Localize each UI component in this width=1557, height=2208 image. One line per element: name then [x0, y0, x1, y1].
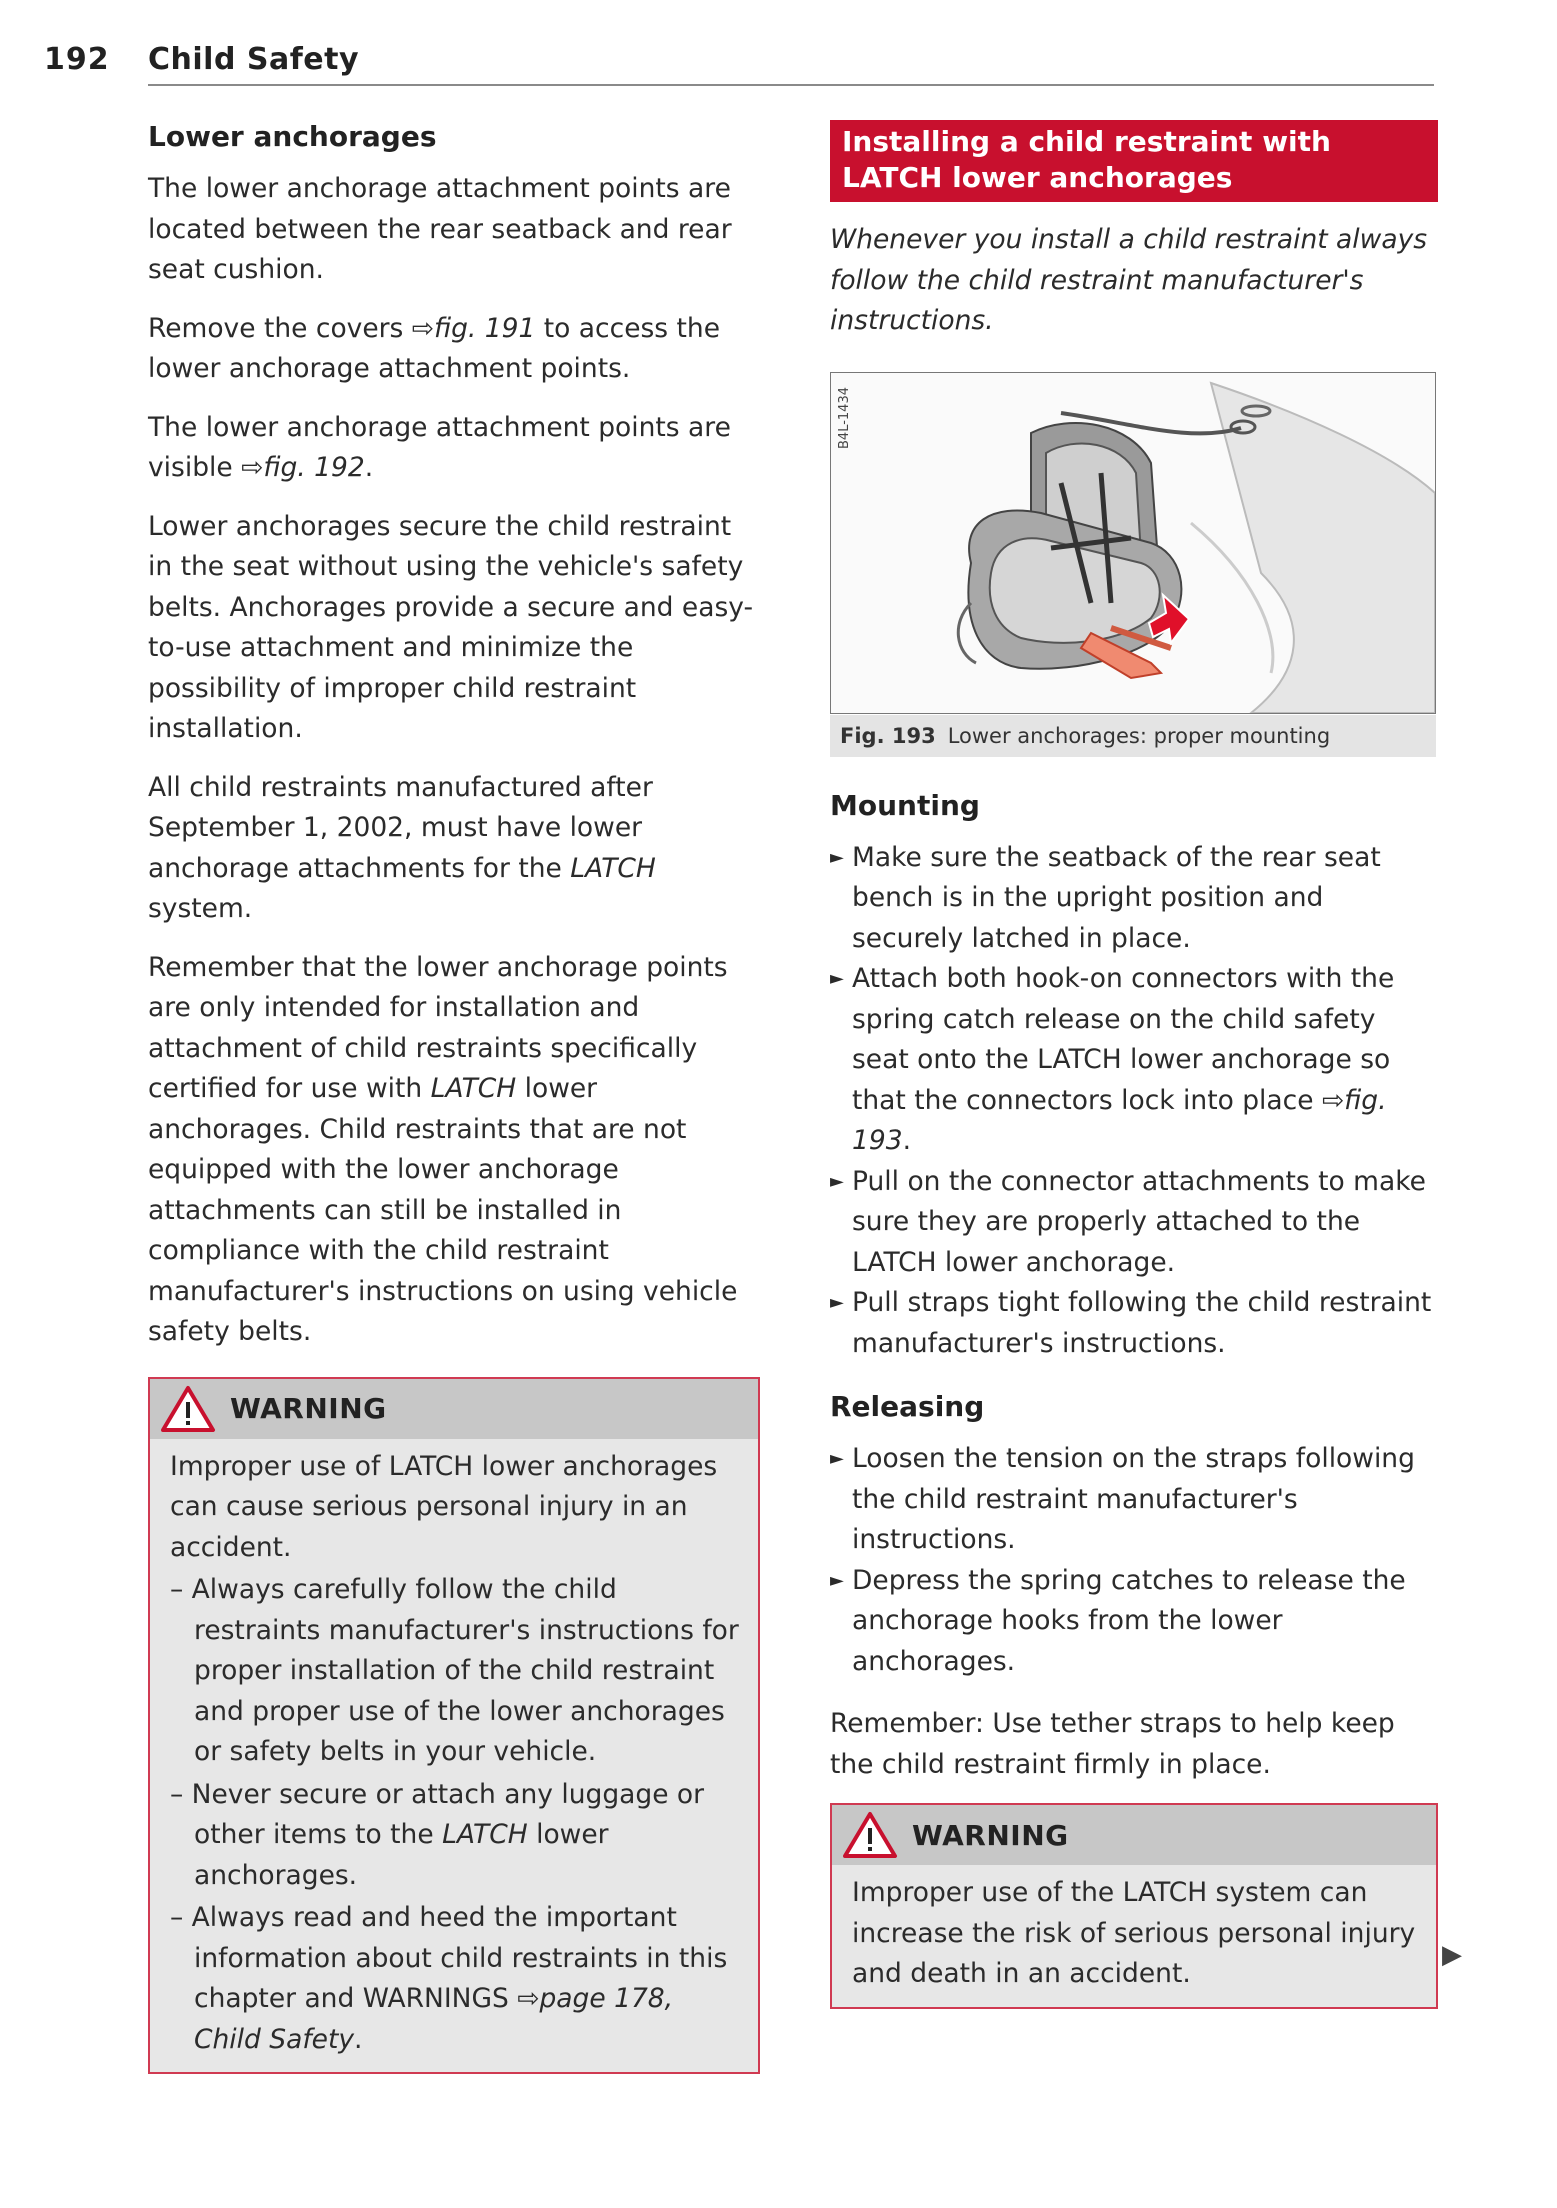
fig-191-link[interactable]: fig. 191	[433, 312, 536, 344]
bullet-arrow-icon: ►	[830, 1292, 844, 1313]
warning-body	[832, 1865, 1436, 2007]
fig-192-link[interactable]: fig. 192	[263, 452, 365, 483]
text: system.	[148, 893, 253, 924]
figure-code	[831, 373, 855, 463]
list-item	[830, 838, 1438, 960]
warning-header	[832, 1805, 1436, 1865]
paragraph	[148, 948, 760, 1353]
warning-item	[170, 1775, 740, 1897]
warning-item: – Always carefully follow the child restraints manufacturer's instructions for proper installation of the child restraint and proper use of the lower anchorages or safety belts in your vehicle.	[170, 1574, 739, 1767]
bullet-arrow-icon: ►	[830, 846, 844, 868]
paragraph	[148, 309, 760, 390]
mounting-steps	[830, 838, 1438, 1365]
paragraph: The lower anchorage attachment points are located between the rear seatback and rear seat cushion.	[148, 173, 732, 285]
text: to access the lower anchorage attachment points.	[148, 312, 721, 384]
warning-box	[830, 1803, 1438, 2009]
text: Pull on the connector attachments to make sure they are properly attached to the LATCH lower anchorage.	[852, 1165, 1426, 1278]
warning-item	[170, 1898, 740, 2060]
page-header	[44, 38, 1434, 88]
bullet-arrow-icon: ►	[830, 1448, 844, 1469]
releasing-heading: Releasing	[830, 1390, 985, 1423]
figure-caption	[830, 715, 1436, 757]
text: lower anchorages.	[194, 1819, 609, 1891]
section-title: Installing a child restraint with LATCH lower anchorages	[830, 120, 1438, 202]
text: lower anchorages. Child restraints that are not equipped with the lower anchorage attachments can still be installed in compliance with the child restraint manufacturer's instructions on using vehicle safety belts.	[148, 1073, 738, 1347]
page-number: 192	[44, 42, 110, 77]
text: Pull straps tight following the child restraint manufacturer's instructions.	[852, 1287, 1432, 1359]
latch-term: LATCH	[430, 1073, 517, 1104]
text: Make sure the seatback of the rear seat bench is in the upright position and securely latched in place.	[852, 841, 1381, 954]
list-item	[830, 1162, 1438, 1284]
child-seat-illustration	[831, 373, 1435, 713]
paragraph: Lower anchorages secure the child restraint in the seat without using the vehicle's safety belts. Anchorages provide a secure and easy-to-use attachment and minimize the possibility of improper child restraint installation.	[148, 510, 754, 744]
latch-term: LATCH	[442, 1819, 528, 1850]
text: Attach both hook-on connectors with the spring catch release on the child safety seat onto the LATCH lower anchorage so that the connectors lock into place ⇨	[852, 963, 1395, 1116]
text: Remove the covers ⇨	[148, 312, 434, 344]
lower-anchorages-heading: Lower anchorages	[148, 120, 437, 153]
warning-box	[148, 1377, 760, 2075]
paragraph	[148, 768, 760, 930]
warning-triangle-icon	[160, 1385, 216, 1433]
figure-label: Fig. 193	[840, 723, 936, 748]
text: .	[902, 1125, 912, 1156]
warning-body	[150, 1439, 758, 2073]
bullet-arrow-icon: ►	[830, 1569, 844, 1591]
list-item	[830, 1439, 1438, 1561]
figure-caption-text: Lower anchorages: proper mounting	[947, 723, 1331, 748]
text: .	[364, 452, 374, 483]
list-item	[830, 1561, 1438, 1683]
warning-header	[150, 1379, 758, 1439]
text: Remember that the lower anchorage points are only intended for installation and attachment of child restraints specifically certified for use with	[148, 951, 728, 1104]
latch-term: LATCH	[570, 852, 656, 884]
warning-text: Improper use of the LATCH system can increase the risk of serious personal injury and death in an accident.	[852, 1877, 1416, 1989]
remember-note: Remember: Use tether straps to help keep the child restraint firmly in place.	[830, 1708, 1395, 1780]
paragraph	[148, 408, 760, 489]
figure-code-text: B4L-1434	[837, 386, 852, 449]
text: All child restraints manufactured after September 1, 2002, must have lower anchorage attachments for the	[148, 771, 653, 884]
warning-triangle-icon	[842, 1811, 898, 1859]
chapter-title: Child Safety	[148, 42, 360, 77]
header-divider	[148, 84, 1434, 86]
page-178-link[interactable]: page 178, Child Safety	[194, 1983, 674, 2055]
left-column	[148, 120, 760, 2074]
bullet-arrow-icon: ►	[830, 1170, 844, 1192]
text: – Never secure or attach any luggage or other items to the	[170, 1778, 705, 1850]
list-item	[830, 959, 1438, 1162]
right-column	[830, 120, 1438, 2009]
list-item	[830, 1283, 1438, 1364]
figure-image	[830, 372, 1436, 714]
releasing-steps	[830, 1439, 1438, 1682]
bullet-arrow-icon: ►	[830, 968, 844, 989]
fig-193-link[interactable]: fig. 193	[852, 1084, 1387, 1156]
figure-193	[830, 372, 1436, 757]
text: Loosen the tension on the straps following the child restraint manufacturer's instructions.	[852, 1443, 1415, 1555]
text: Depress the spring catches to release the anchorage hooks from the lower anchorages.	[852, 1564, 1406, 1677]
text: – Always read and heed the important information about child restraints in this chapter and WARNINGS ⇨	[170, 1902, 728, 2014]
continue-arrow-icon: ▶	[1442, 1940, 1462, 1970]
text: The lower anchorage attachment points are visible ⇨	[148, 411, 731, 483]
warning-title: WARNING	[912, 1818, 1069, 1852]
warning-intro: Improper use of LATCH lower anchorages can cause serious personal injury in an accident.	[170, 1450, 718, 1563]
section-intro: Whenever you install a child restraint always follow the child restraint manufacturer's instructions.	[830, 224, 1428, 336]
mounting-heading: Mounting	[830, 788, 980, 822]
text: .	[354, 2023, 363, 2055]
warning-title: WARNING	[230, 1392, 387, 1425]
